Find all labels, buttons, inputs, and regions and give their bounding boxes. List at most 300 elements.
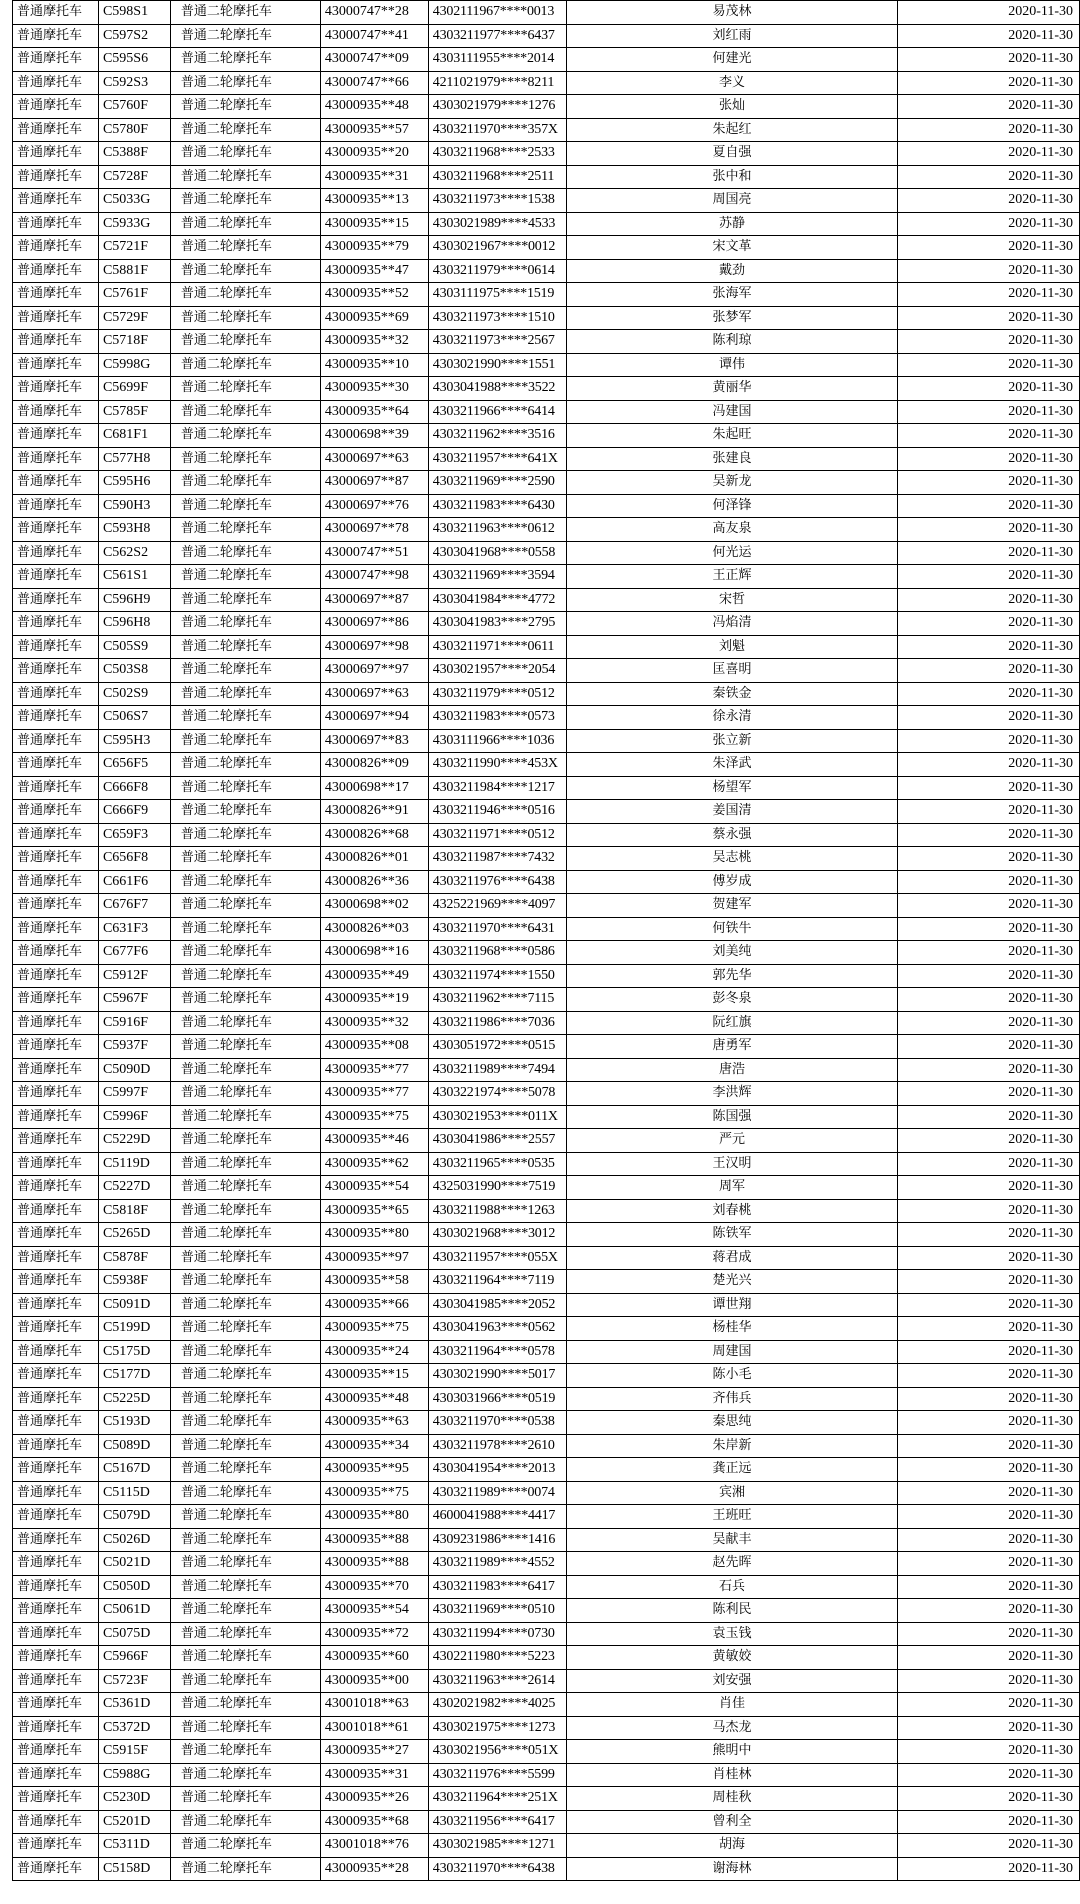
license-class-cell: 普通摩托车	[13, 1058, 99, 1082]
table-row	[13, 706, 1080, 730]
table-row	[13, 471, 1080, 495]
date-cell: 2020-11-30	[898, 1411, 1080, 1435]
vehicle-type-cell: 普通二轮摩托车	[170, 1270, 320, 1294]
license-class-cell: 普通摩托车	[13, 1, 99, 25]
date-cell: 2020-11-30	[898, 1387, 1080, 1411]
vehicle-type-cell: 普通二轮摩托车	[170, 1834, 320, 1858]
table-row	[13, 1293, 1080, 1317]
vehicle-type-cell: 普通二轮摩托车	[170, 212, 320, 236]
id-number-cell: 4325221969****4097	[428, 894, 566, 918]
license-class-cell: 普通摩托车	[13, 306, 99, 330]
id-number-cell: 4303211989****4552	[428, 1552, 566, 1576]
vehicle-type-cell: 普通二轮摩托车	[170, 71, 320, 95]
license-class-cell: 普通摩托车	[13, 1223, 99, 1247]
record-code-cell: C5199D	[98, 1317, 170, 1341]
id-number-cell: 4303211965****0535	[428, 1152, 566, 1176]
table-row	[13, 1552, 1080, 1576]
id-number-cell: 4303021990****5017	[428, 1364, 566, 1388]
vehicle-type-cell: 普通二轮摩托车	[170, 1293, 320, 1317]
id-number-cell: 4303211970****6431	[428, 917, 566, 941]
record-code-cell: C5193D	[98, 1411, 170, 1435]
id-number-cell: 4303211978****2610	[428, 1434, 566, 1458]
license-class-cell: 普通摩托车	[13, 1528, 99, 1552]
id-number-cell: 4303211956****6417	[428, 1810, 566, 1834]
id-number-cell: 4211021979****8211	[428, 71, 566, 95]
vehicle-type-cell: 普通二轮摩托车	[170, 447, 320, 471]
record-code-cell: C5075D	[98, 1622, 170, 1646]
certificate-number-cell: 43000935**26	[320, 1787, 428, 1811]
vehicle-type-cell: 普通二轮摩托车	[170, 400, 320, 424]
date-cell: 2020-11-30	[898, 1270, 1080, 1294]
date-cell: 2020-11-30	[898, 1834, 1080, 1858]
table-row	[13, 565, 1080, 589]
vehicle-type-cell: 普通二轮摩托车	[170, 424, 320, 448]
license-class-cell: 普通摩托车	[13, 400, 99, 424]
license-class-cell: 普通摩托车	[13, 1458, 99, 1482]
table-row	[13, 1411, 1080, 1435]
record-code-cell: C5158D	[98, 1857, 170, 1881]
vehicle-type-cell: 普通二轮摩托车	[170, 1763, 320, 1787]
license-class-cell: 普通摩托车	[13, 1246, 99, 1270]
id-number-cell: 4302211980****5223	[428, 1646, 566, 1670]
person-name-cell: 周建国	[566, 1340, 897, 1364]
table-row	[13, 1340, 1080, 1364]
vehicle-type-cell: 普通二轮摩托车	[170, 847, 320, 871]
license-class-cell: 普通摩托车	[13, 1434, 99, 1458]
vehicle-type-cell: 普通二轮摩托车	[170, 1434, 320, 1458]
person-name-cell: 严元	[566, 1129, 897, 1153]
record-code-cell: C5996F	[98, 1105, 170, 1129]
id-number-cell: 4303031966****0519	[428, 1387, 566, 1411]
id-number-cell: 4303211968****0586	[428, 941, 566, 965]
certificate-number-cell: 43000826**68	[320, 823, 428, 847]
vehicle-type-cell: 普通二轮摩托车	[170, 588, 320, 612]
record-code-cell: C677F6	[98, 941, 170, 965]
date-cell: 2020-11-30	[898, 1481, 1080, 1505]
license-class-cell: 普通摩托车	[13, 142, 99, 166]
record-code-cell: C577H8	[98, 447, 170, 471]
certificate-number-cell: 43000935**57	[320, 118, 428, 142]
vehicle-type-cell: 普通二轮摩托车	[170, 1082, 320, 1106]
id-number-cell: 4303211970****357X	[428, 118, 566, 142]
date-cell: 2020-11-30	[898, 330, 1080, 354]
id-number-cell: 4303021985****1271	[428, 1834, 566, 1858]
date-cell: 2020-11-30	[898, 189, 1080, 213]
license-class-cell: 普通摩托车	[13, 1481, 99, 1505]
certificate-number-cell: 43000747**09	[320, 48, 428, 72]
certificate-number-cell: 43000826**91	[320, 800, 428, 824]
vehicle-type-cell: 普通二轮摩托车	[170, 1505, 320, 1529]
vehicle-type-cell: 普通二轮摩托车	[170, 659, 320, 683]
certificate-number-cell: 43000697**87	[320, 471, 428, 495]
person-name-cell: 王班旺	[566, 1505, 897, 1529]
id-number-cell: 4303211976****5599	[428, 1763, 566, 1787]
person-name-cell: 张海军	[566, 283, 897, 307]
certificate-number-cell: 43000935**80	[320, 1505, 428, 1529]
record-code-cell: C666F8	[98, 776, 170, 800]
id-number-cell: 4303211964****251X	[428, 1787, 566, 1811]
certificate-number-cell: 43001018**61	[320, 1716, 428, 1740]
id-number-cell: 4303211976****6438	[428, 870, 566, 894]
date-cell: 2020-11-30	[898, 847, 1080, 871]
certificate-number-cell: 43000935**28	[320, 1857, 428, 1881]
record-code-cell: C595H6	[98, 471, 170, 495]
record-code-cell: C631F3	[98, 917, 170, 941]
table-row	[13, 518, 1080, 542]
id-number-cell: 4303211964****0578	[428, 1340, 566, 1364]
license-class-cell: 普通摩托车	[13, 635, 99, 659]
record-code-cell: C596H8	[98, 612, 170, 636]
id-number-cell: 4303021953****011X	[428, 1105, 566, 1129]
record-code-cell: C5937F	[98, 1035, 170, 1059]
vehicle-type-cell: 普通二轮摩托车	[170, 24, 320, 48]
record-code-cell: C5729F	[98, 306, 170, 330]
table-row	[13, 447, 1080, 471]
certificate-number-cell: 43000935**19	[320, 988, 428, 1012]
id-number-cell: 4303211990****453X	[428, 753, 566, 777]
id-number-cell: 4303021956****051X	[428, 1740, 566, 1764]
date-cell: 2020-11-30	[898, 447, 1080, 471]
vehicle-type-cell: 普通二轮摩托车	[170, 494, 320, 518]
person-name-cell: 蒋君成	[566, 1246, 897, 1270]
vehicle-type-cell: 普通二轮摩托车	[170, 612, 320, 636]
date-cell: 2020-11-30	[898, 659, 1080, 683]
person-name-cell: 何铁牛	[566, 917, 897, 941]
certificate-number-cell: 43000935**32	[320, 1011, 428, 1035]
table-row	[13, 588, 1080, 612]
table-row	[13, 400, 1080, 424]
date-cell: 2020-11-30	[898, 776, 1080, 800]
person-name-cell: 姜国清	[566, 800, 897, 824]
certificate-number-cell: 43000935**69	[320, 306, 428, 330]
person-name-cell: 朱泽武	[566, 753, 897, 777]
license-class-cell: 普通摩托车	[13, 494, 99, 518]
record-code-cell: C562S2	[98, 541, 170, 565]
license-class-cell: 普通摩托车	[13, 941, 99, 965]
person-name-cell: 张立新	[566, 729, 897, 753]
certificate-number-cell: 43000747**98	[320, 565, 428, 589]
vehicle-type-cell: 普通二轮摩托车	[170, 48, 320, 72]
date-cell: 2020-11-30	[898, 1364, 1080, 1388]
certificate-number-cell: 43000935**88	[320, 1552, 428, 1576]
record-code-cell: C503S8	[98, 659, 170, 683]
id-number-cell: 4303211970****6438	[428, 1857, 566, 1881]
person-name-cell: 夏自强	[566, 142, 897, 166]
certificate-number-cell: 43000935**77	[320, 1058, 428, 1082]
table-row	[13, 941, 1080, 965]
id-number-cell: 4303041968****0558	[428, 541, 566, 565]
certificate-number-cell: 43000935**15	[320, 212, 428, 236]
person-name-cell: 吴献丰	[566, 1528, 897, 1552]
id-number-cell: 4303211968****2511	[428, 165, 566, 189]
vehicle-type-cell: 普通二轮摩托车	[170, 1, 320, 25]
vehicle-type-cell: 普通二轮摩托车	[170, 118, 320, 142]
id-number-cell: 4303021979****1276	[428, 95, 566, 119]
certificate-number-cell: 43000935**75	[320, 1105, 428, 1129]
person-name-cell: 朱起旺	[566, 424, 897, 448]
vehicle-type-cell: 普通二轮摩托车	[170, 1176, 320, 1200]
date-cell: 2020-11-30	[898, 377, 1080, 401]
record-code-cell: C5998G	[98, 353, 170, 377]
record-code-cell: C505S9	[98, 635, 170, 659]
license-class-cell: 普通摩托车	[13, 588, 99, 612]
certificate-number-cell: 43000935**31	[320, 1763, 428, 1787]
id-number-cell: 4303211969****2590	[428, 471, 566, 495]
license-class-cell: 普通摩托车	[13, 1669, 99, 1693]
vehicle-type-cell: 普通二轮摩托车	[170, 800, 320, 824]
record-code-cell: C676F7	[98, 894, 170, 918]
certificate-number-cell: 43000935**30	[320, 377, 428, 401]
date-cell: 2020-11-30	[898, 48, 1080, 72]
person-name-cell: 胡海	[566, 1834, 897, 1858]
record-code-cell: C5050D	[98, 1575, 170, 1599]
person-name-cell: 杨望军	[566, 776, 897, 800]
license-class-cell: 普通摩托车	[13, 212, 99, 236]
certificate-number-cell: 43000935**54	[320, 1599, 428, 1623]
record-code-cell: C5175D	[98, 1340, 170, 1364]
certificate-number-cell: 43000697**78	[320, 518, 428, 542]
license-class-cell: 普通摩托车	[13, 330, 99, 354]
vehicle-type-cell: 普通二轮摩托车	[170, 1035, 320, 1059]
id-number-cell: 4303211973****1538	[428, 189, 566, 213]
person-name-cell: 苏静	[566, 212, 897, 236]
certificate-number-cell: 43000935**49	[320, 964, 428, 988]
person-name-cell: 陈小毛	[566, 1364, 897, 1388]
date-cell: 2020-11-30	[898, 1669, 1080, 1693]
id-number-cell: 4303211969****0510	[428, 1599, 566, 1623]
license-class-cell: 普通摩托车	[13, 1787, 99, 1811]
vehicle-type-cell: 普通二轮摩托车	[170, 635, 320, 659]
record-code-cell: C5079D	[98, 1505, 170, 1529]
table-row	[13, 1199, 1080, 1223]
vehicle-type-cell: 普通二轮摩托车	[170, 988, 320, 1012]
date-cell: 2020-11-30	[898, 1011, 1080, 1035]
vehicle-type-cell: 普通二轮摩托车	[170, 1364, 320, 1388]
table-row	[13, 24, 1080, 48]
license-class-cell: 普通摩托车	[13, 1810, 99, 1834]
id-number-cell: 4303211983****6430	[428, 494, 566, 518]
vehicle-type-cell: 普通二轮摩托车	[170, 870, 320, 894]
license-class-cell: 普通摩托车	[13, 1857, 99, 1881]
date-cell: 2020-11-30	[898, 1340, 1080, 1364]
certificate-number-cell: 43000935**08	[320, 1035, 428, 1059]
vehicle-type-cell: 普通二轮摩托车	[170, 142, 320, 166]
person-name-cell: 周军	[566, 1176, 897, 1200]
id-number-cell: 4303021968****3012	[428, 1223, 566, 1247]
date-cell: 2020-11-30	[898, 1575, 1080, 1599]
record-code-cell: C5227D	[98, 1176, 170, 1200]
person-name-cell: 马杰龙	[566, 1716, 897, 1740]
id-number-cell: 4303221974****5078	[428, 1082, 566, 1106]
vehicle-type-cell: 普通二轮摩托车	[170, 941, 320, 965]
license-class-cell: 普通摩托车	[13, 894, 99, 918]
person-name-cell: 王汉明	[566, 1152, 897, 1176]
table-row	[13, 964, 1080, 988]
date-cell: 2020-11-30	[898, 1857, 1080, 1881]
id-number-cell: 4303021975****1273	[428, 1716, 566, 1740]
person-name-cell: 吴新龙	[566, 471, 897, 495]
person-name-cell: 高友泉	[566, 518, 897, 542]
record-code-cell: C5966F	[98, 1646, 170, 1670]
id-number-cell: 4303041963****0562	[428, 1317, 566, 1341]
person-name-cell: 冯建国	[566, 400, 897, 424]
id-number-cell: 4303211964****7119	[428, 1270, 566, 1294]
record-code-cell: C5916F	[98, 1011, 170, 1035]
license-class-cell: 普通摩托车	[13, 1716, 99, 1740]
record-code-cell: C5311D	[98, 1834, 170, 1858]
person-name-cell: 李义	[566, 71, 897, 95]
date-cell: 2020-11-30	[898, 1152, 1080, 1176]
date-cell: 2020-11-30	[898, 142, 1080, 166]
certificate-number-cell: 43000935**64	[320, 400, 428, 424]
record-code-cell: C5091D	[98, 1293, 170, 1317]
vehicle-type-cell: 普通二轮摩托车	[170, 894, 320, 918]
certificate-number-cell: 43000935**77	[320, 1082, 428, 1106]
table-row	[13, 424, 1080, 448]
id-number-cell: 4303211988****1263	[428, 1199, 566, 1223]
record-code-cell: C681F1	[98, 424, 170, 448]
date-cell: 2020-11-30	[898, 706, 1080, 730]
table-row	[13, 729, 1080, 753]
license-class-cell: 普通摩托车	[13, 165, 99, 189]
date-cell: 2020-11-30	[898, 400, 1080, 424]
record-code-cell: C5915F	[98, 1740, 170, 1764]
id-number-cell: 4302111967****0013	[428, 1, 566, 25]
date-cell: 2020-11-30	[898, 1528, 1080, 1552]
date-cell: 2020-11-30	[898, 236, 1080, 260]
id-number-cell: 4303211983****0573	[428, 706, 566, 730]
table-row	[13, 1857, 1080, 1881]
certificate-number-cell: 43000697**98	[320, 635, 428, 659]
id-number-cell: 4303211957****641X	[428, 447, 566, 471]
date-cell: 2020-11-30	[898, 682, 1080, 706]
id-number-cell: 4303211971****0611	[428, 635, 566, 659]
table-row	[13, 1058, 1080, 1082]
record-code-cell: C5021D	[98, 1552, 170, 1576]
certificate-number-cell: 43000935**15	[320, 1364, 428, 1388]
license-class-cell: 普通摩托车	[13, 283, 99, 307]
person-name-cell: 楚光兴	[566, 1270, 897, 1294]
date-cell: 2020-11-30	[898, 95, 1080, 119]
table-row	[13, 1129, 1080, 1153]
certificate-number-cell: 43000935**24	[320, 1340, 428, 1364]
record-code-cell: C5988G	[98, 1763, 170, 1787]
id-number-cell: 4303041985****2052	[428, 1293, 566, 1317]
person-name-cell: 秦思纯	[566, 1411, 897, 1435]
record-code-cell: C502S9	[98, 682, 170, 706]
date-cell: 2020-11-30	[898, 71, 1080, 95]
table-row	[13, 1387, 1080, 1411]
table-row	[13, 1669, 1080, 1693]
date-cell: 2020-11-30	[898, 518, 1080, 542]
table-row	[13, 212, 1080, 236]
table-row	[13, 1246, 1080, 1270]
person-name-cell: 谭伟	[566, 353, 897, 377]
person-name-cell: 徐永清	[566, 706, 897, 730]
table-row	[13, 988, 1080, 1012]
vehicle-type-cell: 普通二轮摩托车	[170, 1599, 320, 1623]
id-number-cell: 4303041954****2013	[428, 1458, 566, 1482]
vehicle-type-cell: 普通二轮摩托车	[170, 259, 320, 283]
id-number-cell: 4303211994****0730	[428, 1622, 566, 1646]
id-number-cell: 4303021967****0012	[428, 236, 566, 260]
license-class-cell: 普通摩托车	[13, 823, 99, 847]
certificate-number-cell: 43000935**46	[320, 1129, 428, 1153]
record-code-cell: C5388F	[98, 142, 170, 166]
table-row	[13, 1481, 1080, 1505]
date-cell: 2020-11-30	[898, 870, 1080, 894]
record-code-cell: C592S3	[98, 71, 170, 95]
record-code-cell: C597S2	[98, 24, 170, 48]
date-cell: 2020-11-30	[898, 1810, 1080, 1834]
table-row	[13, 1223, 1080, 1247]
record-code-cell: C5167D	[98, 1458, 170, 1482]
date-cell: 2020-11-30	[898, 612, 1080, 636]
certificate-number-cell: 43000698**16	[320, 941, 428, 965]
table-row	[13, 1834, 1080, 1858]
license-class-cell: 普通摩托车	[13, 471, 99, 495]
license-class-cell: 普通摩托车	[13, 1387, 99, 1411]
date-cell: 2020-11-30	[898, 1058, 1080, 1082]
date-cell: 2020-11-30	[898, 588, 1080, 612]
record-code-cell: C5938F	[98, 1270, 170, 1294]
license-class-cell: 普通摩托车	[13, 1622, 99, 1646]
certificate-number-cell: 43000935**63	[320, 1411, 428, 1435]
license-class-cell: 普通摩托车	[13, 1411, 99, 1435]
record-code-cell: C5728F	[98, 165, 170, 189]
vehicle-type-cell: 普通二轮摩托车	[170, 1058, 320, 1082]
person-name-cell: 朱起红	[566, 118, 897, 142]
date-cell: 2020-11-30	[898, 1458, 1080, 1482]
date-cell: 2020-11-30	[898, 800, 1080, 824]
vehicle-type-cell: 普通二轮摩托车	[170, 1669, 320, 1693]
license-class-cell: 普通摩托车	[13, 659, 99, 683]
table-row	[13, 189, 1080, 213]
table-row	[13, 283, 1080, 307]
person-name-cell: 王正辉	[566, 565, 897, 589]
license-class-cell: 普通摩托车	[13, 1834, 99, 1858]
record-code-cell: C595H3	[98, 729, 170, 753]
record-code-cell: C5761F	[98, 283, 170, 307]
record-code-cell: C598S1	[98, 1, 170, 25]
table-row	[13, 1270, 1080, 1294]
id-number-cell: 4303211968****2533	[428, 142, 566, 166]
vehicle-type-cell: 普通二轮摩托车	[170, 330, 320, 354]
certificate-number-cell: 43000697**94	[320, 706, 428, 730]
person-name-cell: 唐勇军	[566, 1035, 897, 1059]
id-number-cell: 4303211984****1217	[428, 776, 566, 800]
certificate-number-cell: 43000935**72	[320, 1622, 428, 1646]
date-cell: 2020-11-30	[898, 424, 1080, 448]
vehicle-type-cell: 普通二轮摩托车	[170, 1622, 320, 1646]
certificate-number-cell: 43000935**31	[320, 165, 428, 189]
date-cell: 2020-11-30	[898, 1622, 1080, 1646]
certificate-number-cell: 43000935**80	[320, 1223, 428, 1247]
date-cell: 2020-11-30	[898, 165, 1080, 189]
record-code-cell: C5229D	[98, 1129, 170, 1153]
license-class-cell: 普通摩托车	[13, 1199, 99, 1223]
person-name-cell: 冯焰清	[566, 612, 897, 636]
person-name-cell: 朱岸新	[566, 1434, 897, 1458]
date-cell: 2020-11-30	[898, 1763, 1080, 1787]
certificate-number-cell: 43000935**34	[320, 1434, 428, 1458]
person-name-cell: 宋哲	[566, 588, 897, 612]
table-row	[13, 236, 1080, 260]
record-code-cell: C656F8	[98, 847, 170, 871]
table-row	[13, 1740, 1080, 1764]
date-cell: 2020-11-30	[898, 917, 1080, 941]
record-code-cell: C5718F	[98, 330, 170, 354]
